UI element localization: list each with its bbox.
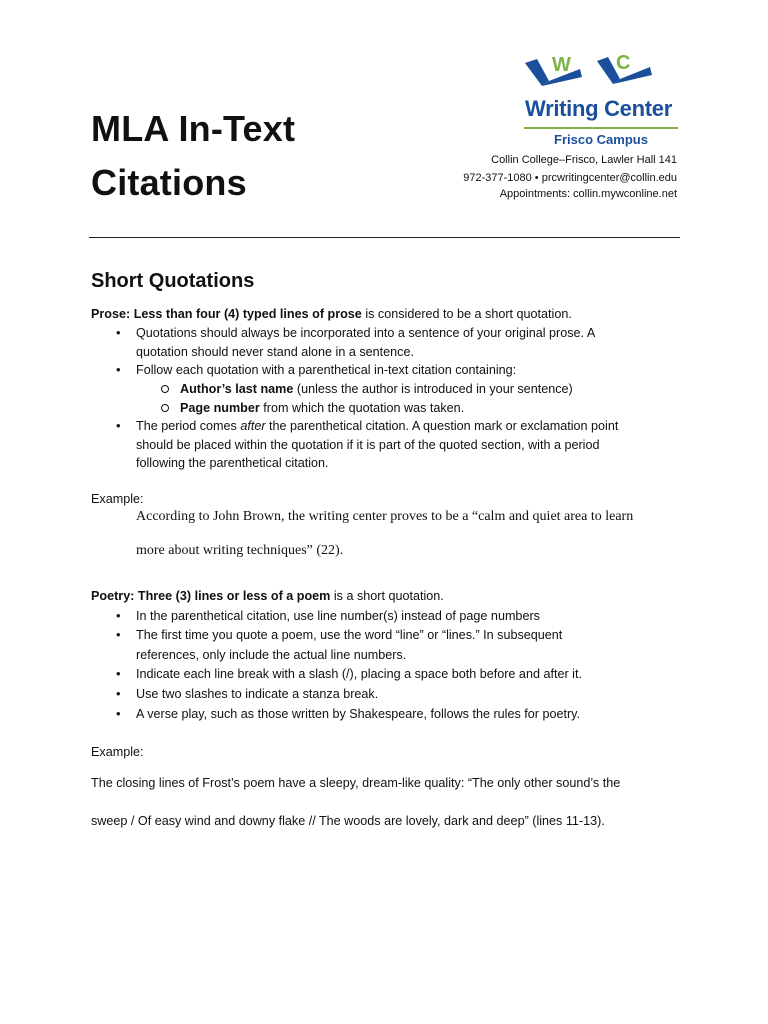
poetry-intro (91, 587, 444, 605)
prose-intro-rest: is considered to be a short quotation. (361, 307, 572, 321)
bullet-icon: • (116, 666, 121, 681)
prose-sub-2-bold: Page number (180, 401, 260, 415)
bullet-icon: • (116, 608, 121, 623)
poetry-intro-rest: is a short quotation. (330, 589, 444, 603)
prose-sub-bullet-2 (180, 399, 464, 417)
prose-sub-2-rest: from which the quotation was taken. (259, 401, 465, 415)
poetry-example-line-2: sweep / Of easy wind and downy flake // The woods are lovely, dark and deep” (lines 11-13). (91, 814, 605, 828)
bullet-icon: • (116, 362, 121, 377)
prose-bullet-3-pre: The period comes (136, 419, 241, 433)
logo-wordmark: Writing Center (525, 96, 672, 121)
prose-sub-bullet-1 (180, 380, 573, 398)
bullet-icon: • (116, 686, 121, 701)
page-title-line-2: Citations (91, 162, 247, 203)
bullet-icon: • (116, 418, 121, 433)
poetry-bullet-2-line-2: references, only include the actual line numbers. (136, 648, 407, 662)
prose-bullet-3-line-1 (136, 417, 618, 435)
logo-campus: Frisco Campus (554, 132, 648, 147)
page-title-line-1: MLA In-Text (91, 108, 296, 149)
poetry-bullet-4: Use two slashes to indicate a stanza break. (136, 687, 379, 701)
poetry-bullet-1: In the parenthetical citation, use line number(s) instead of page numbers (136, 609, 540, 623)
prose-intro-bold: Prose: Less than four (4) typed lines of prose (91, 307, 362, 321)
prose-sub-1-rest: (unless the author is introduced in your sentence) (293, 382, 573, 396)
prose-bullet-3-line-2: should be placed within the quotation if it is part of the quoted section, with a period (136, 438, 600, 452)
prose-bullet-3-line-3: following the parenthetical citation. (136, 456, 329, 470)
poetry-bullet-3: Indicate each line break with a slash (/), placing a space both before and after it. (136, 667, 582, 681)
poetry-bullet-5: A verse play, such as those written by Shakespeare, follows the rules for poetry. (136, 707, 581, 721)
prose-example-line-2: more about writing techniques” (22). (136, 543, 344, 558)
contact-phone-email: 972-377-1080 • prcwritingcenter@collin.edu (463, 172, 677, 184)
section-heading: Short Quotations (91, 270, 255, 292)
poetry-bullet-2-line-1: The first time you quote a poem, use the word “line” or “lines.” In subsequent (136, 628, 563, 642)
bullet-icon: • (116, 627, 121, 642)
contact-address: Collin College–Frisco, Lawler Hall 141 (491, 154, 677, 166)
prose-bullet-1-line-1: Quotations should always be incorporated into a sentence of your original prose. A (136, 326, 596, 340)
bullet-icon: • (116, 325, 121, 340)
contact-appointments: Appointments: collin.mywconline.net (499, 188, 677, 200)
svg-text:C: C (616, 53, 631, 74)
prose-example-line-1: According to John Brown, the writing center proves to be a “calm and quiet area to learn (136, 509, 634, 524)
logo-divider (524, 127, 678, 129)
svg-text:W: W (552, 54, 571, 76)
prose-intro (91, 305, 572, 323)
bullet-icon: • (116, 706, 121, 721)
prose-sub-1-bold: Author’s last name (180, 382, 294, 396)
circle-bullet-icon (161, 404, 169, 412)
prose-bullet-1-line-2: quotation should never stand alone in a sentence. (136, 345, 414, 359)
poetry-example-label: Example: (91, 745, 144, 759)
prose-bullet-3-post: the parenthetical citation. A question mark or exclamation point (265, 419, 619, 433)
poetry-example-line-1: The closing lines of Frost’s poem have a sleepy, dream-like quality: “The only other sound’s the (91, 776, 621, 790)
prose-bullet-2: Follow each quotation with a parenthetical in-text citation containing: (136, 363, 517, 377)
poetry-intro-bold: Poetry: Three (3) lines or less of a poem (91, 589, 331, 603)
circle-bullet-icon (161, 385, 169, 393)
prose-bullet-3-em: after (240, 419, 266, 433)
prose-example-label: Example: (91, 492, 144, 506)
header-divider (89, 237, 680, 238)
